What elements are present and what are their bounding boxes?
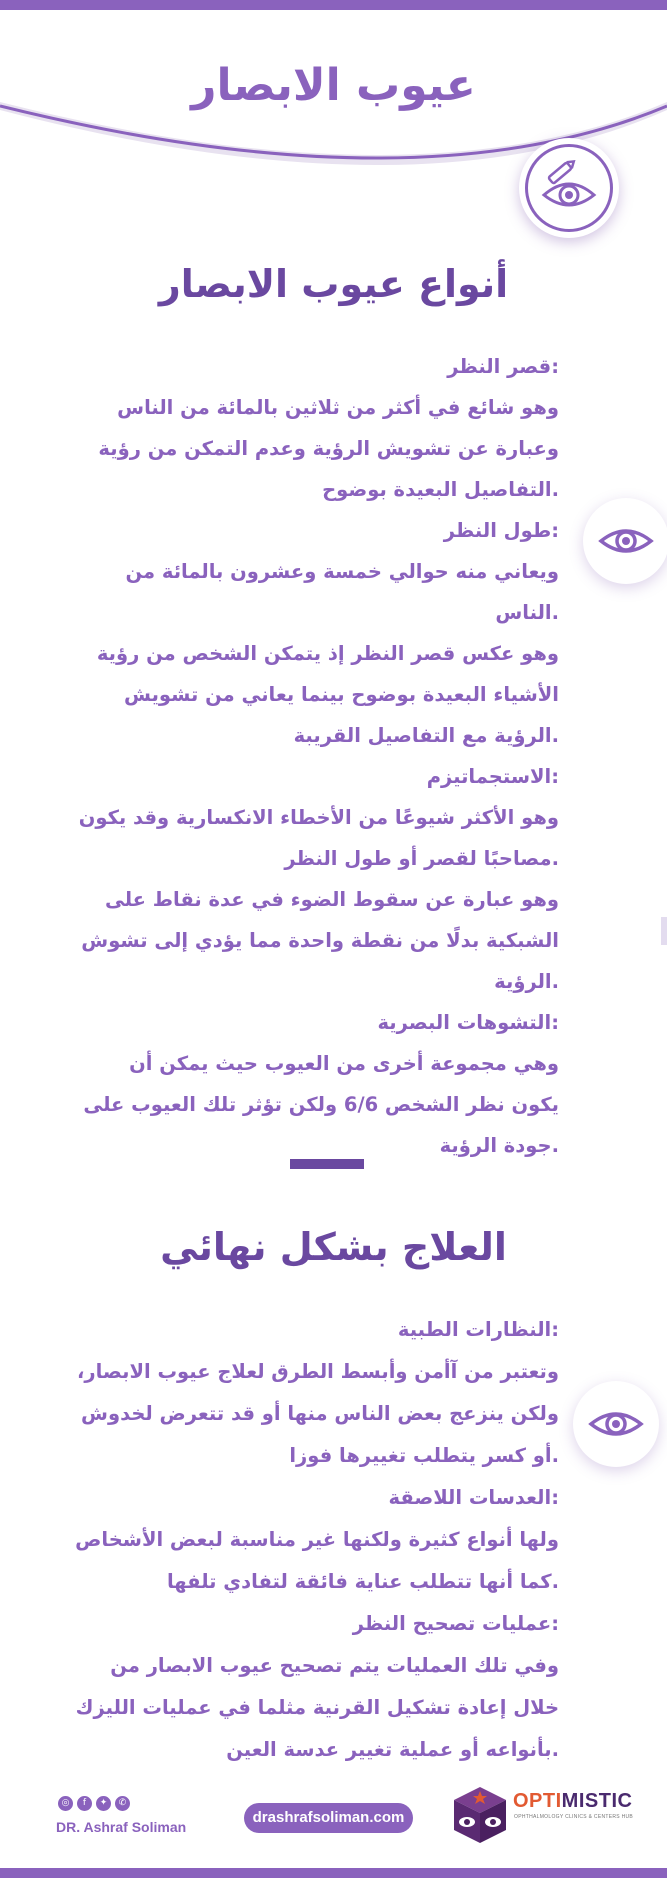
text-line: :عمليات تصحيح النظر	[352, 1612, 559, 1635]
text-line: وعبارة عن تشويش الرؤية وعدم التمكن من رؤية	[98, 437, 559, 460]
twitter-icon[interactable]: ✦	[96, 1796, 111, 1811]
eye-badge-section-2	[573, 1381, 659, 1467]
whatsapp-icon[interactable]: ✆	[115, 1796, 130, 1811]
section-divider	[290, 1159, 364, 1169]
text-line: .جودة الرؤية	[439, 1134, 559, 1157]
text-line: وهو شائع في أكثر من ثلاثين بالمائة من الناس	[117, 396, 559, 419]
text-line: وتعتبر من آأمن وأبسط الطرق لعلاج عيوب الابصار،	[76, 1360, 559, 1383]
facebook-icon[interactable]: f	[77, 1796, 92, 1811]
website-link[interactable]: drashrafsoliman.com	[244, 1803, 413, 1833]
text-line: ولكن ينزعج بعض الناس منها أو قد تتعرض لخدوش	[81, 1402, 559, 1425]
brand-name	[513, 1790, 632, 1813]
text-line: .الرؤية	[494, 970, 559, 993]
eye-icon	[588, 1407, 644, 1441]
text-line: الأشياء البعيدة بوضوح بينما يعاني من تشويش	[124, 683, 559, 706]
text-line: ويعاني منه حوالي خمسة وعشرون بالمائة من	[125, 560, 559, 583]
text-line: :الاستجماتيزم	[426, 765, 559, 788]
text-line: وهي مجموعة أخرى من العيوب حيث يمكن أن	[129, 1052, 559, 1075]
brand-name-part-a: OPTI	[513, 1790, 562, 1812]
social-icons	[58, 1796, 130, 1811]
text-line: خلال إعادة تشكيل القرنية مثلما في عمليات الليزك	[75, 1696, 559, 1719]
header-eye-badge	[519, 138, 619, 238]
bottom-bar	[0, 1868, 667, 1878]
text-line: .الناس	[495, 601, 559, 624]
brand-name-part-b: MISTIC	[561, 1790, 633, 1812]
text-line: :قصر النظر	[447, 355, 559, 378]
optimistic-logo-icon	[452, 1785, 508, 1845]
text-line: .كما أنها تتطلب عناية فائقة لتفادي تلفها	[166, 1570, 559, 1593]
text-line: وهو عكس قصر النظر إذ يتمكن الشخص من رؤية	[96, 642, 559, 665]
instagram-icon[interactable]: ◎	[58, 1796, 73, 1811]
text-line: .التفاصيل البعيدة بوضوح	[322, 478, 559, 501]
text-line: :طول النظر	[443, 519, 559, 542]
text-line: .أو كسر يتطلب تغييرها فوزا	[289, 1444, 559, 1467]
text-line: وهو عبارة عن سقوط الضوء في عدة نقاط على	[104, 888, 559, 911]
text-line: .الرؤية مع التفاصيل القريبة	[293, 724, 559, 747]
text-line: .بأنواعه أو عملية تغيير عدسة العين	[226, 1738, 559, 1761]
doctor-name: DR. Ashraf Soliman	[56, 1819, 187, 1835]
text-line: وفي تلك العمليات يتم تصحيح عيوب الابصار من	[110, 1654, 559, 1677]
top-bar	[0, 0, 667, 10]
page-title: عيوب الابصار	[191, 60, 476, 111]
text-line: الشبكية بدلًا من نقطة واحدة مما يؤدي إلى تشوش	[81, 929, 559, 952]
eye-pencil-icon	[538, 157, 600, 219]
text-line: :العدسات اللاصقة	[388, 1486, 559, 1509]
eye-icon	[598, 524, 654, 558]
text-line: وهو الأكثر شيوعًا من الأخطاء الانكسارية وقد يكون	[78, 806, 559, 829]
section-title-treatment: العلاج بشكل نهائي	[160, 1225, 507, 1269]
eye-badge-section-1	[583, 498, 667, 584]
text-line: :التشوهات البصرية	[377, 1011, 559, 1034]
text-line: .مصاحبًا لقصر أو طول النظر	[284, 847, 559, 870]
section-treatment-text	[14, 1309, 559, 1771]
text-line: يكون نظر الشخص 6/6 ولكن تؤثر تلك العيوب على	[83, 1093, 559, 1116]
text-line: :النظارات الطبية	[397, 1318, 559, 1341]
edge-mark	[661, 917, 667, 945]
section-types-text	[14, 346, 559, 1166]
text-line: ولها أنواع كثيرة ولكنها غير مناسبة لبعض الأشخاص	[75, 1528, 559, 1551]
brand-tagline: OPHTHALMOLOGY CLINICS & CENTERS HUB	[514, 1814, 634, 1820]
section-title-types: أنواع عيوب الابصار	[158, 262, 509, 306]
